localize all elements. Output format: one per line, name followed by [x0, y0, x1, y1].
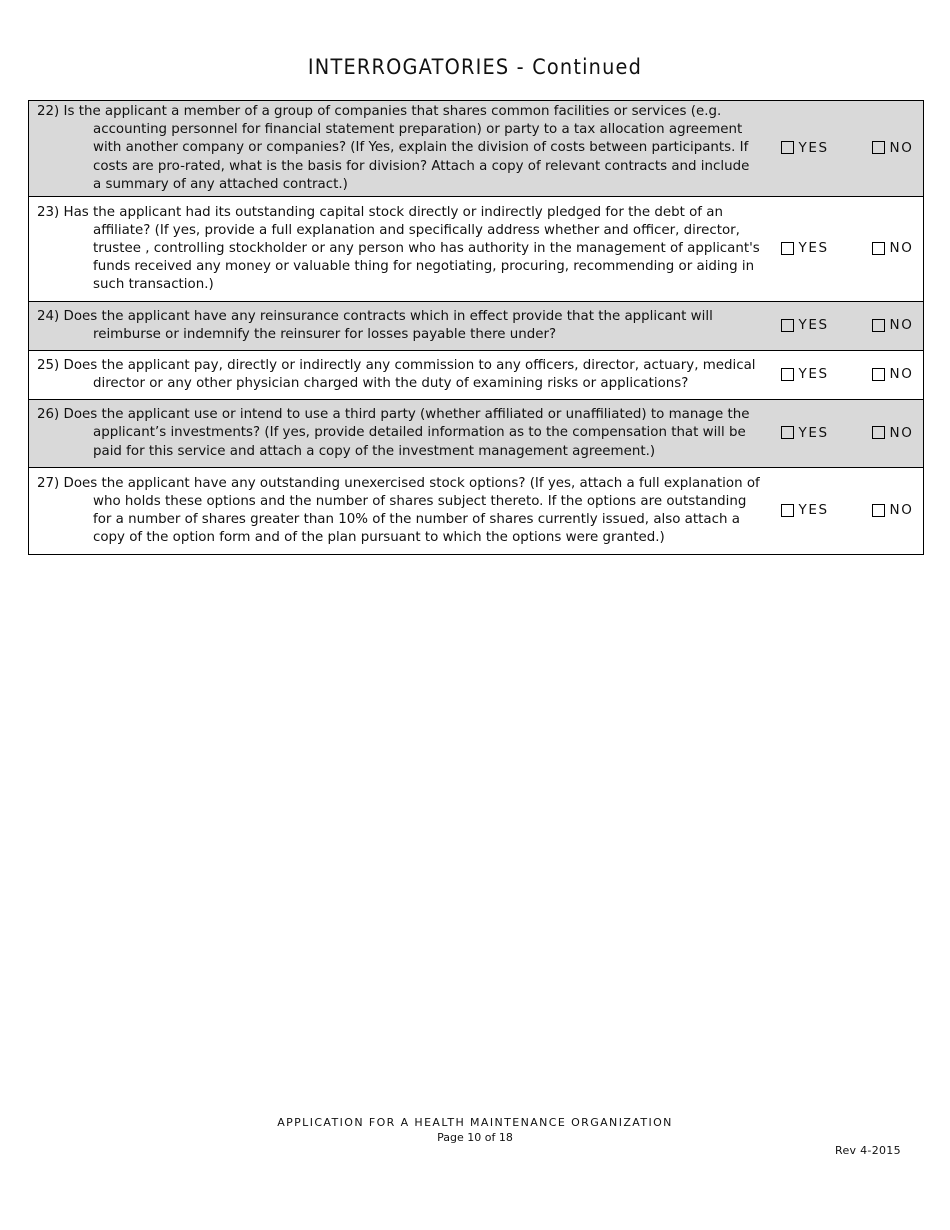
question-row-27 — [29, 468, 924, 555]
yes-option — [769, 302, 844, 351]
footer-form-title: APPLICATION FOR A HEALTH MAINTENANCE ORGANIZATION — [277, 1116, 673, 1129]
question-row-23 — [29, 197, 924, 302]
yes-checkbox[interactable] — [781, 242, 794, 255]
no-label: NO — [889, 317, 914, 334]
no-option — [844, 101, 924, 197]
no-label: NO — [889, 366, 914, 383]
yes-label: YES — [798, 139, 829, 156]
question-text: 25) Does the applicant pay, directly or indirectly any commission to any officers, director, actuary, medical director or any other physician charged with the duty of examining risks or applications? — [37, 357, 756, 392]
question-cell — [29, 302, 769, 351]
no-option — [844, 400, 924, 468]
question-text: 23) Has the applicant had its outstanding capital stock directly or indirectly pledged for the debt of an affiliate? (If yes, provide a full explanation and specifically address whether and officer, director, trustee , controlling stockholder or any person who has authority in the management of applicant's funds received any money or valuable thing for negotiating, procuring, recommending or aiding in such transaction.) — [37, 204, 760, 293]
yes-label: YES — [798, 502, 829, 519]
yes-checkbox[interactable] — [781, 426, 794, 439]
no-option — [844, 302, 924, 351]
no-checkbox[interactable] — [872, 368, 885, 381]
no-option — [844, 351, 924, 400]
no-option — [844, 197, 924, 302]
yes-checkbox[interactable] — [781, 141, 794, 154]
yes-label: YES — [798, 424, 829, 441]
yes-option — [769, 400, 844, 468]
question-text: 22) Is the applicant a member of a group of companies that shares common facilities or services (e.g. accounting personnel for financial statement preparation) or party to a tax allocation agreement with another company or companies? (If Yes, explain the division of costs between participants. If costs are pro-rated, what is the basis for division? Attach a copy of relevant contracts and include a summary of any attached contract.) — [37, 104, 750, 192]
no-label: NO — [889, 502, 914, 519]
question-cell — [29, 351, 769, 400]
question-cell — [29, 400, 769, 468]
question-cell — [29, 197, 769, 302]
question-row-25 — [29, 351, 924, 400]
no-label: NO — [889, 240, 914, 257]
yes-checkbox[interactable] — [781, 319, 794, 332]
question-text: 27) Does the applicant have any outstanding unexercised stock options? (If yes, attach a full explanation of who holds these options and the number of shares subject thereto. If the options are outstanding for a number of shares greater than 10% of the number of shares currently issued, also attach a copy of the option form and of the plan pursuant to which the options were granted.) — [37, 475, 760, 546]
question-cell — [29, 101, 769, 197]
yes-label: YES — [798, 240, 829, 257]
question-row-24 — [29, 302, 924, 351]
no-label: NO — [889, 139, 914, 156]
footer-page-number: Page 10 of 18 — [437, 1131, 513, 1144]
yes-option — [769, 101, 844, 197]
yes-option — [769, 197, 844, 302]
no-checkbox[interactable] — [872, 141, 885, 154]
page-title: INTERROGATORIES - Continued — [307, 55, 643, 79]
no-checkbox[interactable] — [872, 319, 885, 332]
question-text: 24) Does the applicant have any reinsurance contracts which in effect provide that the applicant will reimburse or indemnify the reinsurer for losses payable there under? — [37, 308, 713, 343]
yes-option — [769, 468, 844, 555]
interrogatories-table — [28, 100, 924, 555]
question-cell — [29, 468, 769, 555]
footer-revision: Rev 4-2015 — [835, 1144, 901, 1157]
question-row-22 — [29, 101, 924, 197]
no-checkbox[interactable] — [872, 242, 885, 255]
no-option — [844, 468, 924, 555]
yes-checkbox[interactable] — [781, 504, 794, 517]
question-row-26 — [29, 400, 924, 468]
no-label: NO — [889, 424, 914, 441]
yes-option — [769, 351, 844, 400]
no-checkbox[interactable] — [872, 504, 885, 517]
yes-label: YES — [798, 366, 829, 383]
no-checkbox[interactable] — [872, 426, 885, 439]
yes-checkbox[interactable] — [781, 368, 794, 381]
question-text: 26) Does the applicant use or intend to use a third party (whether affiliated or unaffiliated) to manage the applicant’s investments? (If yes, provide detailed information as to the compensation that will be paid for this service and attach a copy of the investment management agreement.) — [37, 407, 750, 459]
yes-label: YES — [798, 317, 829, 334]
